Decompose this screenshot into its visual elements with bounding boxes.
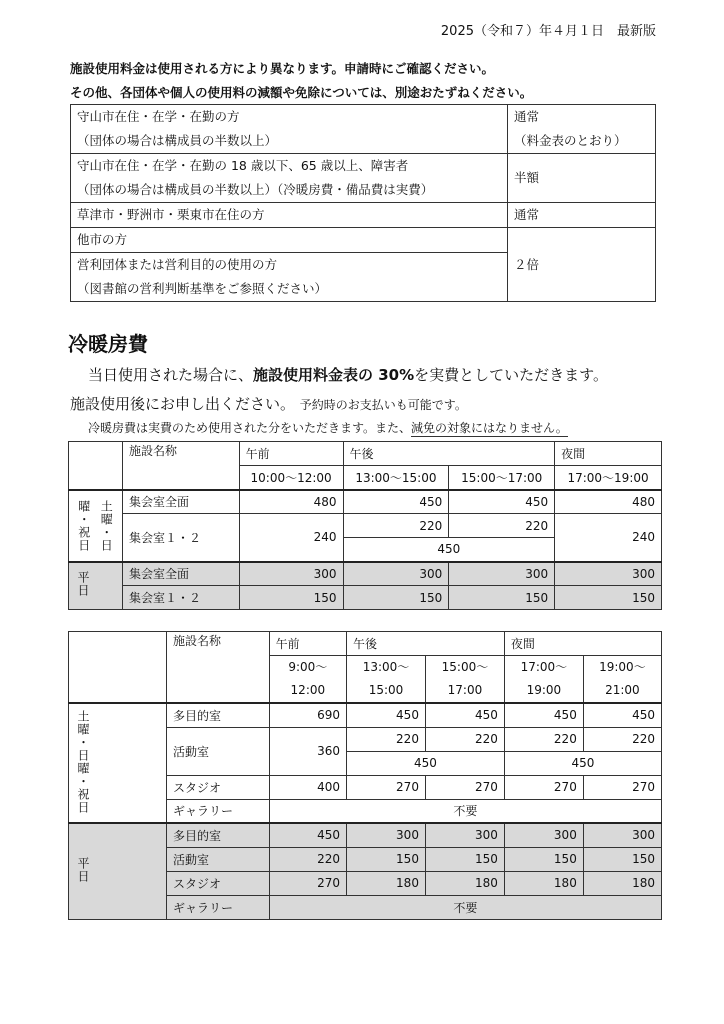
notice-line-2: その他、各団体や個人の使用料の減額や免除については、別途おたずねください。 [70, 85, 533, 100]
rate-normal: 通常 [514, 109, 540, 124]
facility-name: スタジオ [167, 775, 270, 799]
slot-time: 19:00〜 21:00 [583, 656, 661, 704]
aircon-fee-table-activity-rooms: 施設名称 午前 午後 夜間 9:00〜 12:00 13:00〜 15:00 15:00〜 17:00 17:00〜 19:00 19:00〜 21:00 土曜・日曜・祝日 多目的室 690 450 450 450 450 活動室 360 220 220 220 220 450 450 スタジオ 400 270 270 270 270 ギャラリー 不要 平日 多目的室 450 300 300 300 300 活動室 220 150 150 150 150 スタジオ 270 180 180 180 180 ギャラリー 不要 [68, 631, 662, 920]
table-row [71, 105, 656, 154]
header-afternoon: 午後 [343, 442, 555, 466]
category-note: （団体の場合は構成員の半数以上） [77, 133, 278, 148]
category-other-cities: 他市の方 [71, 228, 508, 253]
category-note: （団体の場合は構成員の半数以上）（冷暖房費・備品費は実費） [77, 182, 434, 197]
facility-name: 活動室 [167, 727, 270, 775]
category-resident: 守山市在住・在学・在勤の方 [77, 109, 240, 124]
header-night: 夜間 [555, 442, 662, 466]
facility-name: 集会室全面 [122, 562, 239, 586]
facility-name: ギャラリー [167, 799, 270, 823]
header-night: 夜間 [504, 632, 661, 656]
rate-half: 半額 [508, 154, 656, 203]
facility-name: スタジオ [167, 871, 270, 895]
slot-time: 17:00〜19:00 [555, 466, 662, 490]
paragraph-aircon-rate: 当日使用された場合に、施設使用料金表の 30%を実費としていただきます。 [88, 366, 608, 384]
group-weekday: 平日 [69, 823, 167, 919]
category-commercial: 営利団体または営利目的の使用の方 [77, 257, 278, 272]
paragraph-note: 冷暖房費は実費のため使用された分をいただきます。また、減免の対象にはなりません。 [88, 421, 568, 435]
facility-name: 多目的室 [167, 823, 270, 847]
revision-date: 2025（令和７）年４月１日 最新版 [440, 24, 656, 39]
user-category-table [70, 104, 656, 302]
facility-name: 集会室全面 [122, 490, 239, 514]
facility-name: ギャラリー [167, 895, 270, 919]
table-row [71, 154, 656, 203]
group-weekday: 平日 [69, 562, 123, 610]
slot-time: 15:00〜 17:00 [425, 656, 504, 704]
slot-time: 13:00〜15:00 [343, 466, 449, 490]
paragraph-request: 施設使用後にお申し出ください。 予約時のお支払いも可能です。 [70, 395, 467, 413]
notice-line-1: 施設使用料金は使用される方により異なります。申請時にご確認ください。 [70, 61, 495, 76]
facility-name: 活動室 [167, 847, 270, 871]
header-morning: 午前 [239, 442, 343, 466]
slot-time: 9:00〜 12:00 [269, 656, 346, 704]
facility-name: 多目的室 [167, 703, 270, 727]
section-title: 冷暖房費 [68, 332, 148, 356]
category-note: （図書館の営利判断基準をご参照ください） [77, 281, 328, 296]
rate-normal: 通常 [508, 203, 656, 228]
category-discount: 守山市在住・在学・在勤の 18 歳以下、65 歳以上、障害者 [77, 158, 409, 173]
slot-time: 13:00〜 15:00 [347, 656, 426, 704]
group-holiday: 曜・祝日 土曜・日 [69, 490, 123, 562]
table-row [71, 228, 656, 253]
slot-time: 15:00〜17:00 [449, 466, 555, 490]
header-facility-name: 施設名称 [167, 632, 270, 704]
slot-time: 10:00〜12:00 [239, 466, 343, 490]
facility-name: 集会室１・２ [122, 514, 239, 562]
facility-name: 集会室１・２ [122, 586, 239, 610]
header-facility-name: 施設名称 [122, 442, 239, 490]
header-afternoon: 午後 [347, 632, 505, 656]
rate-double: ２倍 [508, 228, 656, 302]
table-row [71, 203, 656, 228]
slot-time: 17:00〜 19:00 [504, 656, 583, 704]
group-holiday: 土曜・日曜・祝日 [69, 703, 167, 823]
category-neighbor-cities: 草津市・野洲市・栗東市在住の方 [71, 203, 508, 228]
header-morning: 午前 [269, 632, 346, 656]
aircon-fee-table-meeting-rooms: 施設名称 午前 午後 夜間 10:00〜12:00 13:00〜15:00 15:00〜17:00 17:00〜19:00 曜・祝日 土曜・日 集会室全面 480 450 450 480 集会室１・２ 240 220 220 240 450 平日 集会室全面 300 300 300 300 集会室１・２ 150 150 150 150 [68, 441, 662, 610]
rate-note: （料金表のとおり） [514, 133, 627, 148]
